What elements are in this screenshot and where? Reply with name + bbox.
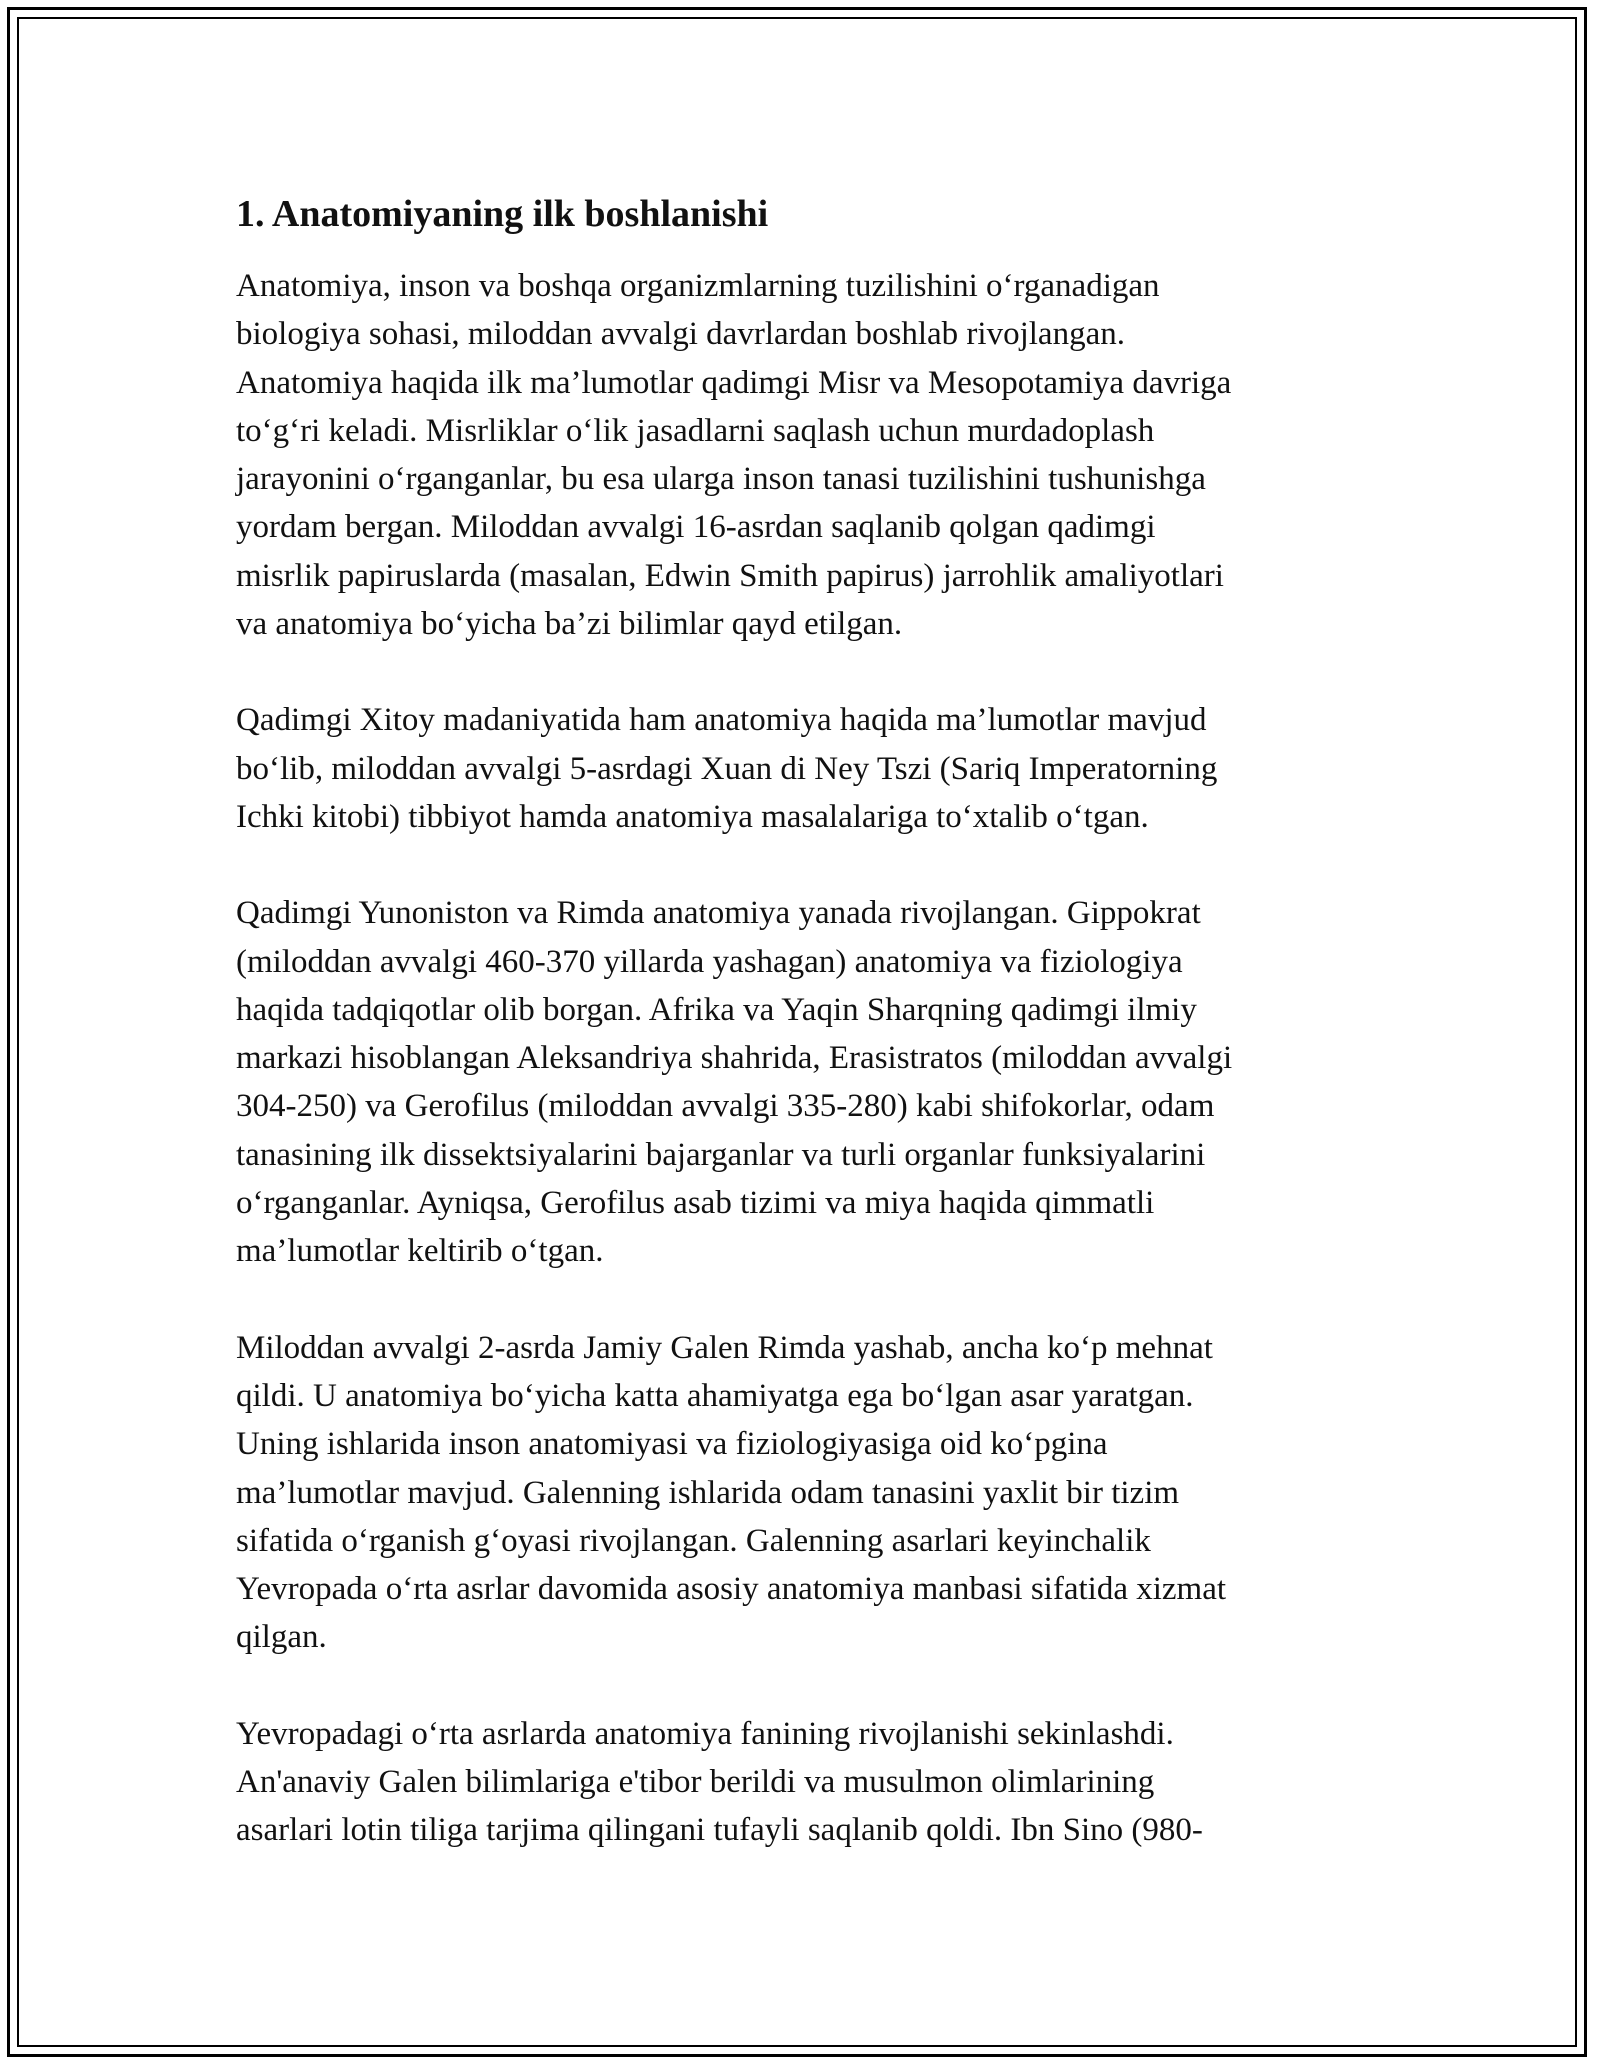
document-body — [236, 190, 1366, 1903]
paragraph-4: Miloddan avvalgi 2-asrda Jamiy Galen Rimda yashab, ancha ko‘p mehnat qildi. U anatomiya bo‘yicha katta ahamiyatga ega bo‘lgan asar yaratgan. Uning ishlarida inson anatomiyasi va fiziologiyasiga oid ko‘pgina ma’lumotlar mavjud. Galenning ishlarida odam tanasini yaxlit bir tizim sifatida o‘rganish g‘oyasi rivojlangan. Galenning asarlari keyinchalik Yevropada o‘rta asrlar davomida asosiy anatomiya manbasi sifatida xizmat qilgan. — [236, 1329, 1227, 1656]
paragraph-5: Yevropadagi o‘rta asrlarda anatomiya fanining rivojlanishi sekinlashdi. An'anaviy Galen bilimlariga e'tibor berildi va musulmon olimlarining asarlari lotin tiliga tarjima qilingani tufayli saqlanib qoldi. Ibn Sino (980- — [236, 1715, 1203, 1849]
paragraph-3: Qadimgi Yunoniston va Rimda anatomiya yanada rivojlangan. Gippokrat (miloddan avvalgi 460-370 yillarda yashagan) anatomiya va fiziologiya haqida tadqiqotlar olib borgan. Afrika va Yaqin Sharqning qadimgi ilmiy markazi hisoblangan Aleksandriya shahrida, Erasistratos (miloddan avvalgi 304-250) va Gerofilus (miloddan avvalgi 335-280) kabi shifokorlar, odam tanasining ilk dissektsiyalarini bajarganlar va turli organlar funksiyalarini o‘rganganlar. Ayniqsa, Gerofilus asab tizimi va miya haqida qimmatli ma’lumotlar keltirib o‘tgan. — [236, 895, 1233, 1270]
paragraph-list — [236, 262, 1366, 1855]
section-heading: 1. Anatomiyaning ilk boshlanishi — [236, 193, 769, 235]
paragraph-1: Anatomiya, inson va boshqa organizmlarning tuzilishini o‘rganadigan biologiya sohasi, miloddan avvalgi davrlardan boshlab rivojlangan. Anatomiya haqida ilk ma’lumotlar qadimgi Misr va Mesopotamiya davriga to‘g‘ri keladi. Misrliklar o‘lik jasadlarni saqlash uchun murdadoplash jarayonini o‘rganganlar, bu esa ularga inson tanasi tuzilishini tushunishga yordam bergan. Miloddan avvalgi 16-asrdan saqlanib qolgan qadimgi misrlik papiruslarda (masalan, Edwin Smith papirus) jarrohlik amaliyotlari va anatomiya bo‘yicha ba’zi bilimlar qayd etilgan. — [236, 268, 1232, 643]
paragraph-2: Qadimgi Xitoy madaniyatida ham anatomiya haqida ma’lumotlar mavjud bo‘lib, miloddan avvalgi 5-asrdagi Xuan di Ney Tszi (Sariq Imperatorning Ichki kitobi) tibbiyot hamda anatomiya masalalariga to‘xtalib o‘tgan. — [236, 702, 1218, 835]
